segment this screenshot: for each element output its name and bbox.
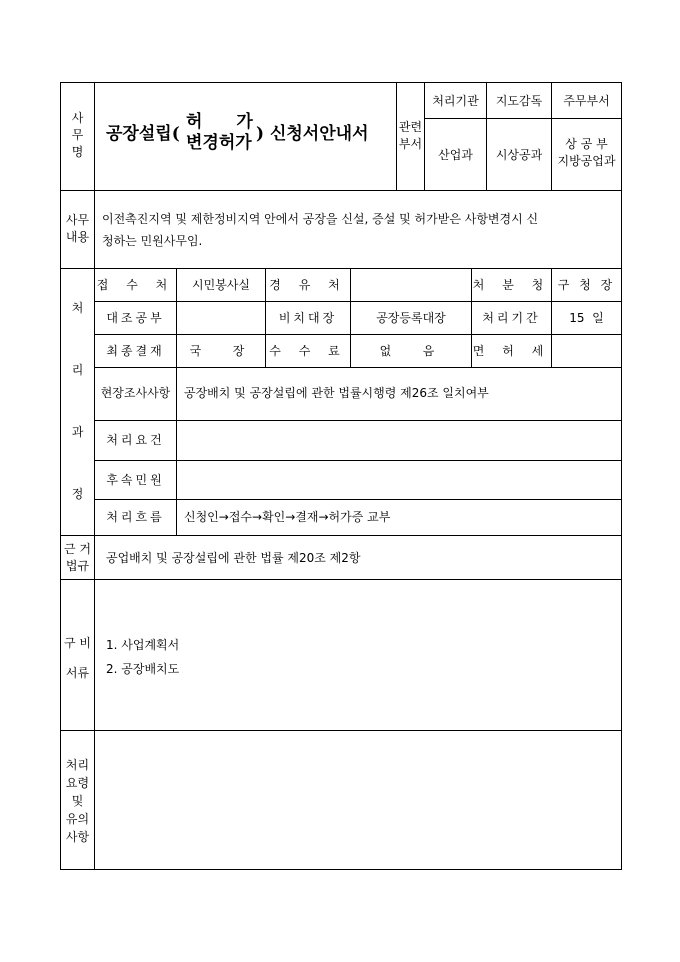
- license-tax-label: 면 허 세: [472, 344, 551, 358]
- fee-value: 없 음: [379, 344, 443, 358]
- receipt-office-label: 접 수 처: [96, 278, 175, 292]
- inspection-value: 공장배치 및 공장설립에 관한 법률시행령 제26조 일치여부: [184, 386, 489, 400]
- agency-header: 처리기관: [432, 94, 479, 108]
- disposition-office-label: 처 분 청: [472, 278, 551, 292]
- title-bottom: 변경허가: [186, 133, 252, 153]
- supervision-value: 시상공과: [495, 148, 543, 162]
- fee-label: 수 수 료: [269, 344, 347, 358]
- main-dept-header: 주무부서: [563, 94, 610, 108]
- cell: [176, 301, 266, 335]
- cell: [94, 190, 622, 269]
- law-label: 근 거 법규: [64, 542, 91, 573]
- task-content-line1: 이전촉진지역 및 제한정비지역 안에서 공장을 신설, 증설 및 허가받은 사항변경시 신: [102, 212, 539, 226]
- task-content-line2: 청하는 민원사무임.: [102, 234, 203, 248]
- law-value: 공업배치 및 공장설립에 관한 법률 제20조 제2항: [106, 551, 361, 565]
- cell: [350, 268, 472, 302]
- follow-up-label: 후속민원: [106, 473, 165, 487]
- register-value: 공장등록대장: [376, 311, 446, 325]
- title-prefix: 공장설립(: [106, 124, 180, 144]
- documents-label: 구 비 서류: [64, 636, 91, 680]
- cell: [176, 420, 622, 461]
- processing-period-value: 15 일: [569, 311, 604, 325]
- requirement-label: 처리요건: [106, 433, 165, 447]
- cell: [551, 334, 622, 368]
- register-label: 비치대장: [278, 311, 338, 325]
- document-item-1: 1. 사업계획서: [106, 638, 180, 652]
- supervision-header: 지도감독: [495, 94, 543, 108]
- via-office-label: 경 유 처: [269, 278, 347, 292]
- flow-value: 신청인→접수→확인→결재→허가증 교부: [184, 510, 391, 524]
- related-dept-label: 관련 부서: [398, 120, 423, 151]
- cell: [176, 460, 622, 500]
- flow-label: 처리흐름: [106, 510, 165, 524]
- title-top: 허 가: [186, 112, 267, 132]
- final-approval-value: 국 장: [189, 344, 253, 358]
- cell: [94, 730, 622, 870]
- processing-period-label: 처리기간: [482, 311, 541, 325]
- notes-label: 처리 요령 및 유의 사항: [65, 758, 90, 844]
- task-name-label: 사 무 명: [71, 111, 84, 159]
- agency-value: 산업과: [438, 148, 473, 162]
- cell: [94, 579, 622, 731]
- final-approval-label: 최종결재: [106, 344, 165, 358]
- process-label: 처 리 과 정: [71, 301, 84, 501]
- document-item-2: 2. 공장배치도: [106, 662, 180, 676]
- disposition-office-value: 구 청 장: [557, 278, 616, 292]
- inspection-label: 현장조사사항: [100, 386, 171, 400]
- title-suffix: ) 신청서안내서: [256, 124, 369, 144]
- main-dept-value: 상 공 부 지방공업과: [557, 137, 616, 168]
- receipt-office-value: 시민봉사실: [192, 278, 250, 292]
- task-content-label: 사무 내용: [65, 213, 90, 244]
- reference-ledger-label: 대조공부: [106, 311, 165, 325]
